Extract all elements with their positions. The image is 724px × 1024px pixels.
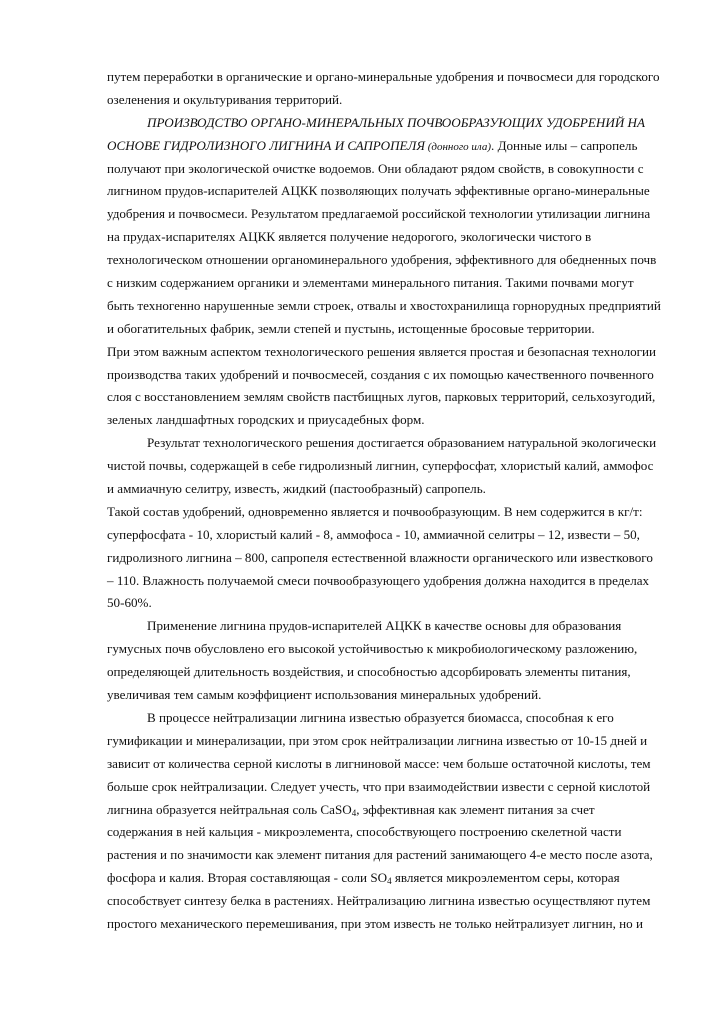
text-line: удобрения и почвосмеси. Результатом предлагаемой российской технологии утилизации лигнина xyxy=(107,206,651,222)
text-line: гумусных почв обусловлено его высокой устойчивостью к микробиологическому разложению, xyxy=(107,641,638,657)
text-line: зависит от количества серной кислоты в лигниновой массе: чем больше остаточной кислоты, тем xyxy=(107,755,651,771)
text-line: на прудах-испарителях АЦКК является получение недорогого, экологически чистого в xyxy=(107,229,592,245)
text-fragment: . Донные илы – сапропель xyxy=(491,137,638,153)
text-line: При этом важным аспектом технологического решения является простая и безопасная технологии xyxy=(107,343,657,359)
text-line: и аммиачную селитру, известь, жидкий (пастообразный) сапропель. xyxy=(107,481,486,497)
text-line: озеленения и окультуривания территорий. xyxy=(107,91,343,107)
text-line: растения и по значимости как элемент питания для растений занимающего 4-е место после азота, xyxy=(107,847,653,863)
document-body xyxy=(107,66,677,936)
text-line: слоя с восстановлением землям свойств пастбищных лугов, парковых территорий, сельхозугодий, xyxy=(107,389,656,405)
text-line: получают при экологической очистке водоемов. Они обладают рядом свойств, в совокупности с xyxy=(107,160,644,176)
heading-note: (донного ила) xyxy=(425,140,492,153)
text-line: простого механического перемешивания, при этом известь не только нейтрализует лигнин, но и xyxy=(107,915,643,931)
text-line: увеличивая тем самым коэффициент использования минеральных удобрений. xyxy=(107,687,542,703)
section-heading-line xyxy=(107,135,677,158)
text-fragment: фосфора и калия. Вторая составляющая - соли SO xyxy=(107,870,388,886)
text-line xyxy=(107,867,677,890)
text-line: быть техногенно нарушенные земли строек, отвалы и хвостохранилища горнорудных предприятий xyxy=(107,297,661,313)
text-line: лигнином прудов-испарителей АЦКК позволяющих получать эффективные органо-минеральные xyxy=(107,183,650,199)
text-line: зеленых ландшафтных городских и приусадебных форм. xyxy=(107,412,425,428)
text-line: определяющей длительность воздействия, и способностью адсорбировать элементы питания, xyxy=(107,664,631,680)
text-line: технологическом отношении органоминерального удобрения, эффективного для обедненных почв xyxy=(107,252,657,268)
subscript: 4 xyxy=(387,876,392,887)
text-line: 50-60%. xyxy=(107,595,152,611)
text-fragment: является микроэлементом серы, которая xyxy=(391,870,620,886)
section-heading-text: ОСНОВЕ ГИДРОЛИЗНОГО ЛИГНИНА И САПРОПЕЛЯ xyxy=(107,137,425,153)
text-line: Результат технологического решения достигается образованием натуральной экологически xyxy=(147,435,657,451)
text-line: с низким содержанием органики и элементами минерального питания. Такими почвами могут xyxy=(107,275,634,291)
text-line: содержания в ней кальция - микроэлемента, способствующего построению скелетной части xyxy=(107,824,622,840)
text-line: Такой состав удобрений, одновременно является и почвообразующим. В нем содержится в кг/т: xyxy=(107,503,643,519)
text-line xyxy=(107,799,677,822)
section-heading-line: ПРОИЗВОДСТВО ОРГАНО-МИНЕРАЛЬНЫХ ПОЧВООБРАЗУЮЩИХ УДОБРЕНИЙ НА xyxy=(147,114,646,130)
text-fragment: лигнина образуется нейтральная соль CaSO xyxy=(107,801,352,817)
text-line: В процессе нейтрализации лигнина известью образуется биомасса, способная к его xyxy=(147,709,614,725)
text-fragment: , эффективная как элемент питания за счет xyxy=(356,801,595,817)
text-line: чистой почвы, содержащей в себе гидролизный лигнин, суперфосфат, хлористый калий, аммофос xyxy=(107,458,654,474)
text-line: и обогатительных фабрик, земли степей и пустынь, истощенные бросовые территории. xyxy=(107,320,595,336)
text-line: производства таких удобрений и почвосмесей, создания с их помощью качественного почвенного xyxy=(107,366,654,382)
subscript: 4 xyxy=(351,807,357,818)
text-line: гидролизного лигнина – 800, сапропеля естественной влажности органического или известкового xyxy=(107,549,653,565)
text-line: больше срок нейтрализации. Следует учесть, что при взаимодействии извести с серной кислотой xyxy=(107,778,651,794)
text-line: гумификации и минерализации, при этом срок нейтрализации лигнина известью от 10-15 дней и xyxy=(107,732,648,748)
text-line: – 110. Влажность получаемой смеси почвообразующего удобрения должна находится в пределах xyxy=(107,572,650,588)
text-line: способствует синтезу белка в растениях. Нейтрализацию лигнина известью осуществляют путем xyxy=(107,893,651,909)
text-line: суперфосфата - 10, хлористый калий - 8, аммофоса - 10, аммиачной селитры – 12, извести – 50, xyxy=(107,526,640,542)
text-line: путем переработки в органические и органо-минеральные удобрения и почвосмеси для городского xyxy=(107,69,660,84)
text-line: Применение лигнина прудов-испарителей АЦКК в качестве основы для образования xyxy=(147,618,622,634)
